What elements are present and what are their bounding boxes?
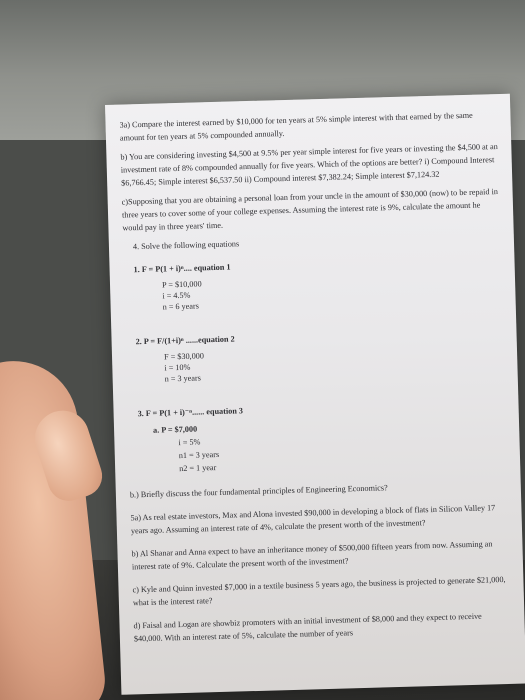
question-5c: c) Kyle and Quinn invested $7,000 in a textile business 5 years ago, the business is projected to generate $21,000, what is the interest rate? — [132, 575, 506, 608]
equation-1-given — [162, 270, 503, 312]
equation-1-value: P = $10,000 — [161, 279, 202, 290]
equation-3-value: n2 = 1 year — [179, 463, 217, 474]
equation-2-value: F = $30,000 — [163, 351, 205, 362]
equation-3-value: n1 = 3 years — [178, 449, 220, 461]
equation-3-label: 3. F = P(1 + i)⁻ⁿ...... equation 3 — [137, 406, 244, 419]
question-3b: b) You are considering investing $4,500 at 9.5% per year simple interest for five years or investing the $4,500 at an investment rate of 8% compounded annually for five years. Which of the options are better? i) Compound Interest $6,766.45; Simple interest $6,537.50 ii) Compound interest $7,382.24; Simple interest $7,124.32 — [120, 142, 498, 188]
worksheet-content — [119, 108, 512, 655]
question-3c: c)Supposing that you are obtaining a personal loan from your uncle in the amount of $30,000 (now) to be repaid in three years to cover some of your college expenses. Assuming the interest rate is 9%, calculate the amount he would pay in three years' time. — [121, 187, 499, 233]
equation-3-value: i = 5% — [178, 437, 201, 448]
question-5-block — [130, 478, 512, 645]
equation-2-given — [164, 342, 505, 384]
equation-2-value: i = 10% — [164, 362, 191, 373]
equation-1-label: 1. F = P(1 + i)ⁿ.... equation 1 — [133, 262, 231, 275]
question-4-heading: 4. Solve the following equations — [132, 239, 240, 252]
question-5b-principles: b.) Briefly discuss the four fundamental principles of Engineering Economics? — [129, 483, 388, 500]
question-5d: d) Faisal and Logan are showbiz promoters with an initial investment of $8,000 and they expect to receive $40,000. With an interest rate of 5%, calculate the number of years — [133, 611, 482, 644]
question-5b: b) Al Shanar and Anna expect to have an inheritance money of $500,000 fifteen years from now. Assuming an interest rate of 9%. Calculate the present worth of the investment? — [131, 539, 493, 572]
equation-3-given — [178, 427, 507, 475]
equation-3-sub: a. P = $7,000 — [152, 424, 198, 435]
question-5a: 5a) As real estate investors, Max and Alona invested $90,000 in developing a block of flats in Silicon Valley 17 years ago. Assuming an interest rate of 4%, calculate the present worth of the investment? — [130, 503, 496, 536]
equation-1-value: i = 4.5% — [162, 290, 191, 301]
question-3a: 3a) Compare the interest earned by $10,000 for ten years at 5% simple interest with that earned by the same amount for ten years at 5% compounded annually. — [119, 110, 473, 143]
equation-2-value: n = 3 years — [164, 373, 202, 384]
hand — [0, 355, 108, 700]
equation-1-value: n = 6 years — [162, 301, 200, 312]
equation-2-label: 2. P = F/(1+i)ⁿ ......equation 2 — [135, 334, 235, 347]
worksheet-paper — [105, 94, 525, 695]
